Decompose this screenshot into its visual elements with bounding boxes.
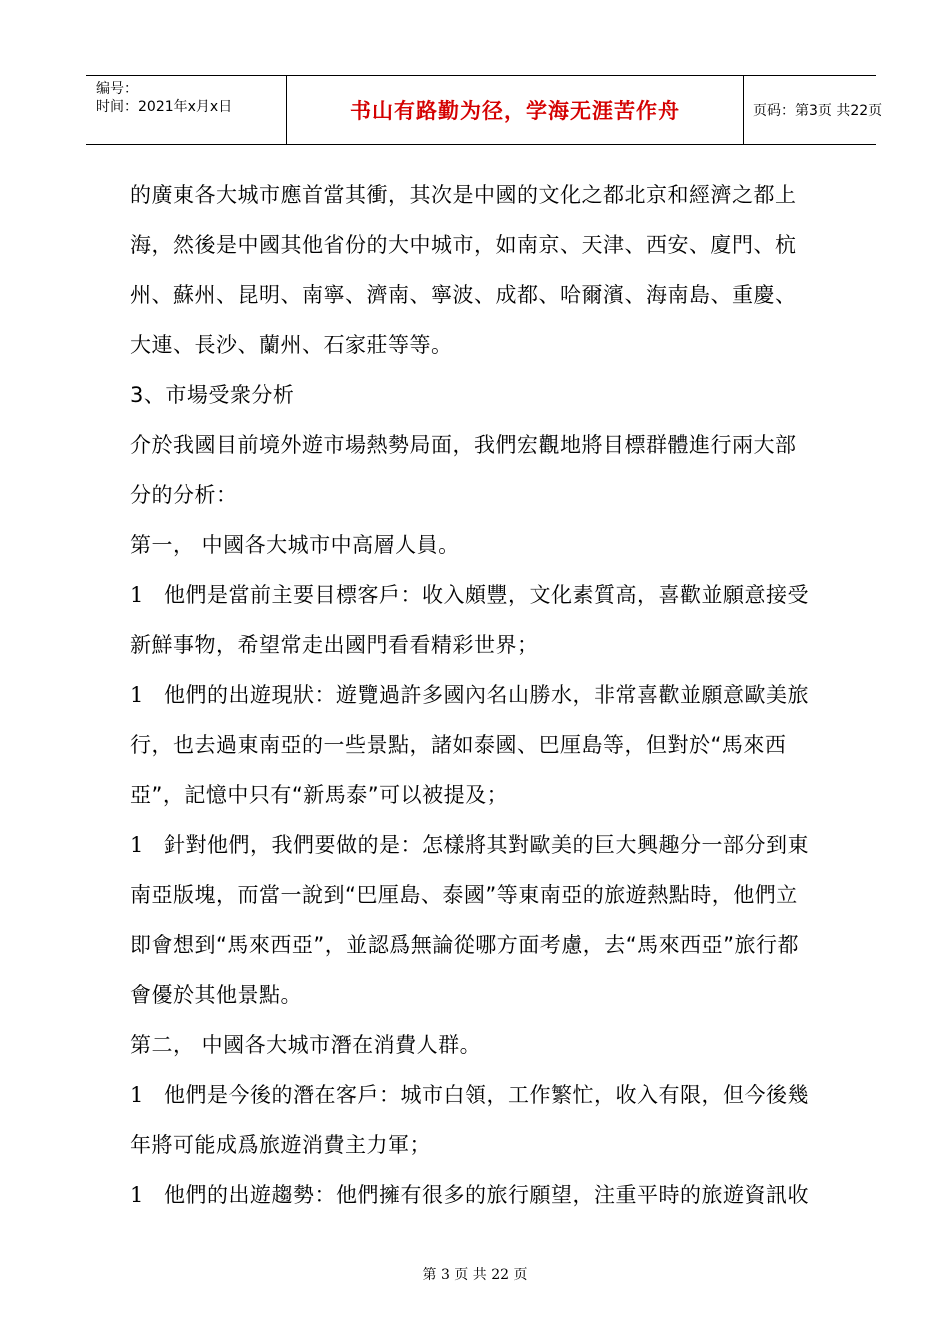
text-line: 行，也去過東南亞的一些景點，諸如泰國、巴厘島等，但對於“馬來西 <box>130 733 787 757</box>
text-line: 新鮮事物，希望常走出國門看看精彩世界； <box>130 633 539 657</box>
bullet-marker: 1 <box>130 583 144 607</box>
document-body <box>130 170 840 1220</box>
bullet-text: 他們是今後的潛在客戶：城市白領，工作繁忙，收入有限，但今後幾 <box>164 1083 809 1107</box>
header-motto-cell <box>286 76 744 144</box>
bullet-item <box>130 670 840 720</box>
bullet-text: 針對他們，我們要做的是：怎樣將其對歐美的巨大興趣分一部分到東 <box>164 833 809 857</box>
bullet-item <box>130 1170 840 1220</box>
text-line: 會優於其他景點。 <box>130 983 302 1007</box>
header-page-cell <box>743 76 883 144</box>
bullet-marker: 1 <box>130 1183 144 1207</box>
motto-text: 书山有路勤为径，学海无涯苦作舟 <box>350 99 680 123</box>
bullet-item <box>130 820 840 870</box>
text-line: 大連、長沙、蘭州、石家莊等等。 <box>130 333 453 357</box>
bullet-text: 他們的出遊趨勢：他們擁有很多的旅行願望，注重平時的旅遊資訊收 <box>164 1183 809 1207</box>
group-heading: 第一， 中國各大城市中高層人員。 <box>130 533 460 557</box>
time-label: 时间：2021年x月x日 <box>96 99 233 115</box>
bullet-text: 他們的出遊現狀：遊覽過許多國內名山勝水，非常喜歡並願意歐美旅 <box>164 683 809 707</box>
document-header <box>86 75 883 145</box>
bullet-text: 他們是當前主要目標客戶：收入頗豐，文化素質高，喜歡並願意接受 <box>164 583 809 607</box>
bullet-marker: 1 <box>130 833 144 857</box>
text-line: 州、蘇州、昆明、南寧、濟南、寧波、成都、哈爾濱、海南島、重慶、 <box>130 283 797 307</box>
group-heading: 第二， 中國各大城市潛在消費人群。 <box>130 1033 482 1057</box>
page-footer: 第 3 页 共 22 页 <box>422 1267 528 1283</box>
text-line: 分的分析： <box>130 483 238 507</box>
text-line: 介於我國目前境外遊市場熱勢局面，我們宏觀地將目標群體進行兩大部 <box>130 433 797 457</box>
text-line: 南亞版塊，而當一說到“巴厘島、泰國”等東南亞的旅遊熱點時，他們立 <box>130 883 798 907</box>
text-line: 亞”，記憶中只有“新馬泰”可以被提及； <box>130 783 509 807</box>
bullet-marker: 1 <box>130 1083 144 1107</box>
bullet-item <box>130 1070 840 1120</box>
text-line: 海，然後是中國其他省份的大中城市，如南京、天津、西安、廈門、杭 <box>130 233 797 257</box>
bullet-item <box>130 570 840 620</box>
bullet-marker: 1 <box>130 683 144 707</box>
header-meta <box>86 76 286 144</box>
section-heading: 3、市場受衆分析 <box>130 383 295 407</box>
text-line: 的廣東各大城市應首當其衝，其次是中國的文化之都北京和經濟之都上 <box>130 183 797 207</box>
text-line: 即會想到“馬來西亞”，並認爲無論從哪方面考慮，去“馬來西亞”旅行都 <box>130 933 800 957</box>
text-line: 年將可能成爲旅遊消費主力軍； <box>130 1133 431 1157</box>
page-info: 页码：第3页 共22页 <box>753 103 883 119</box>
number-label: 编号： <box>96 81 138 97</box>
